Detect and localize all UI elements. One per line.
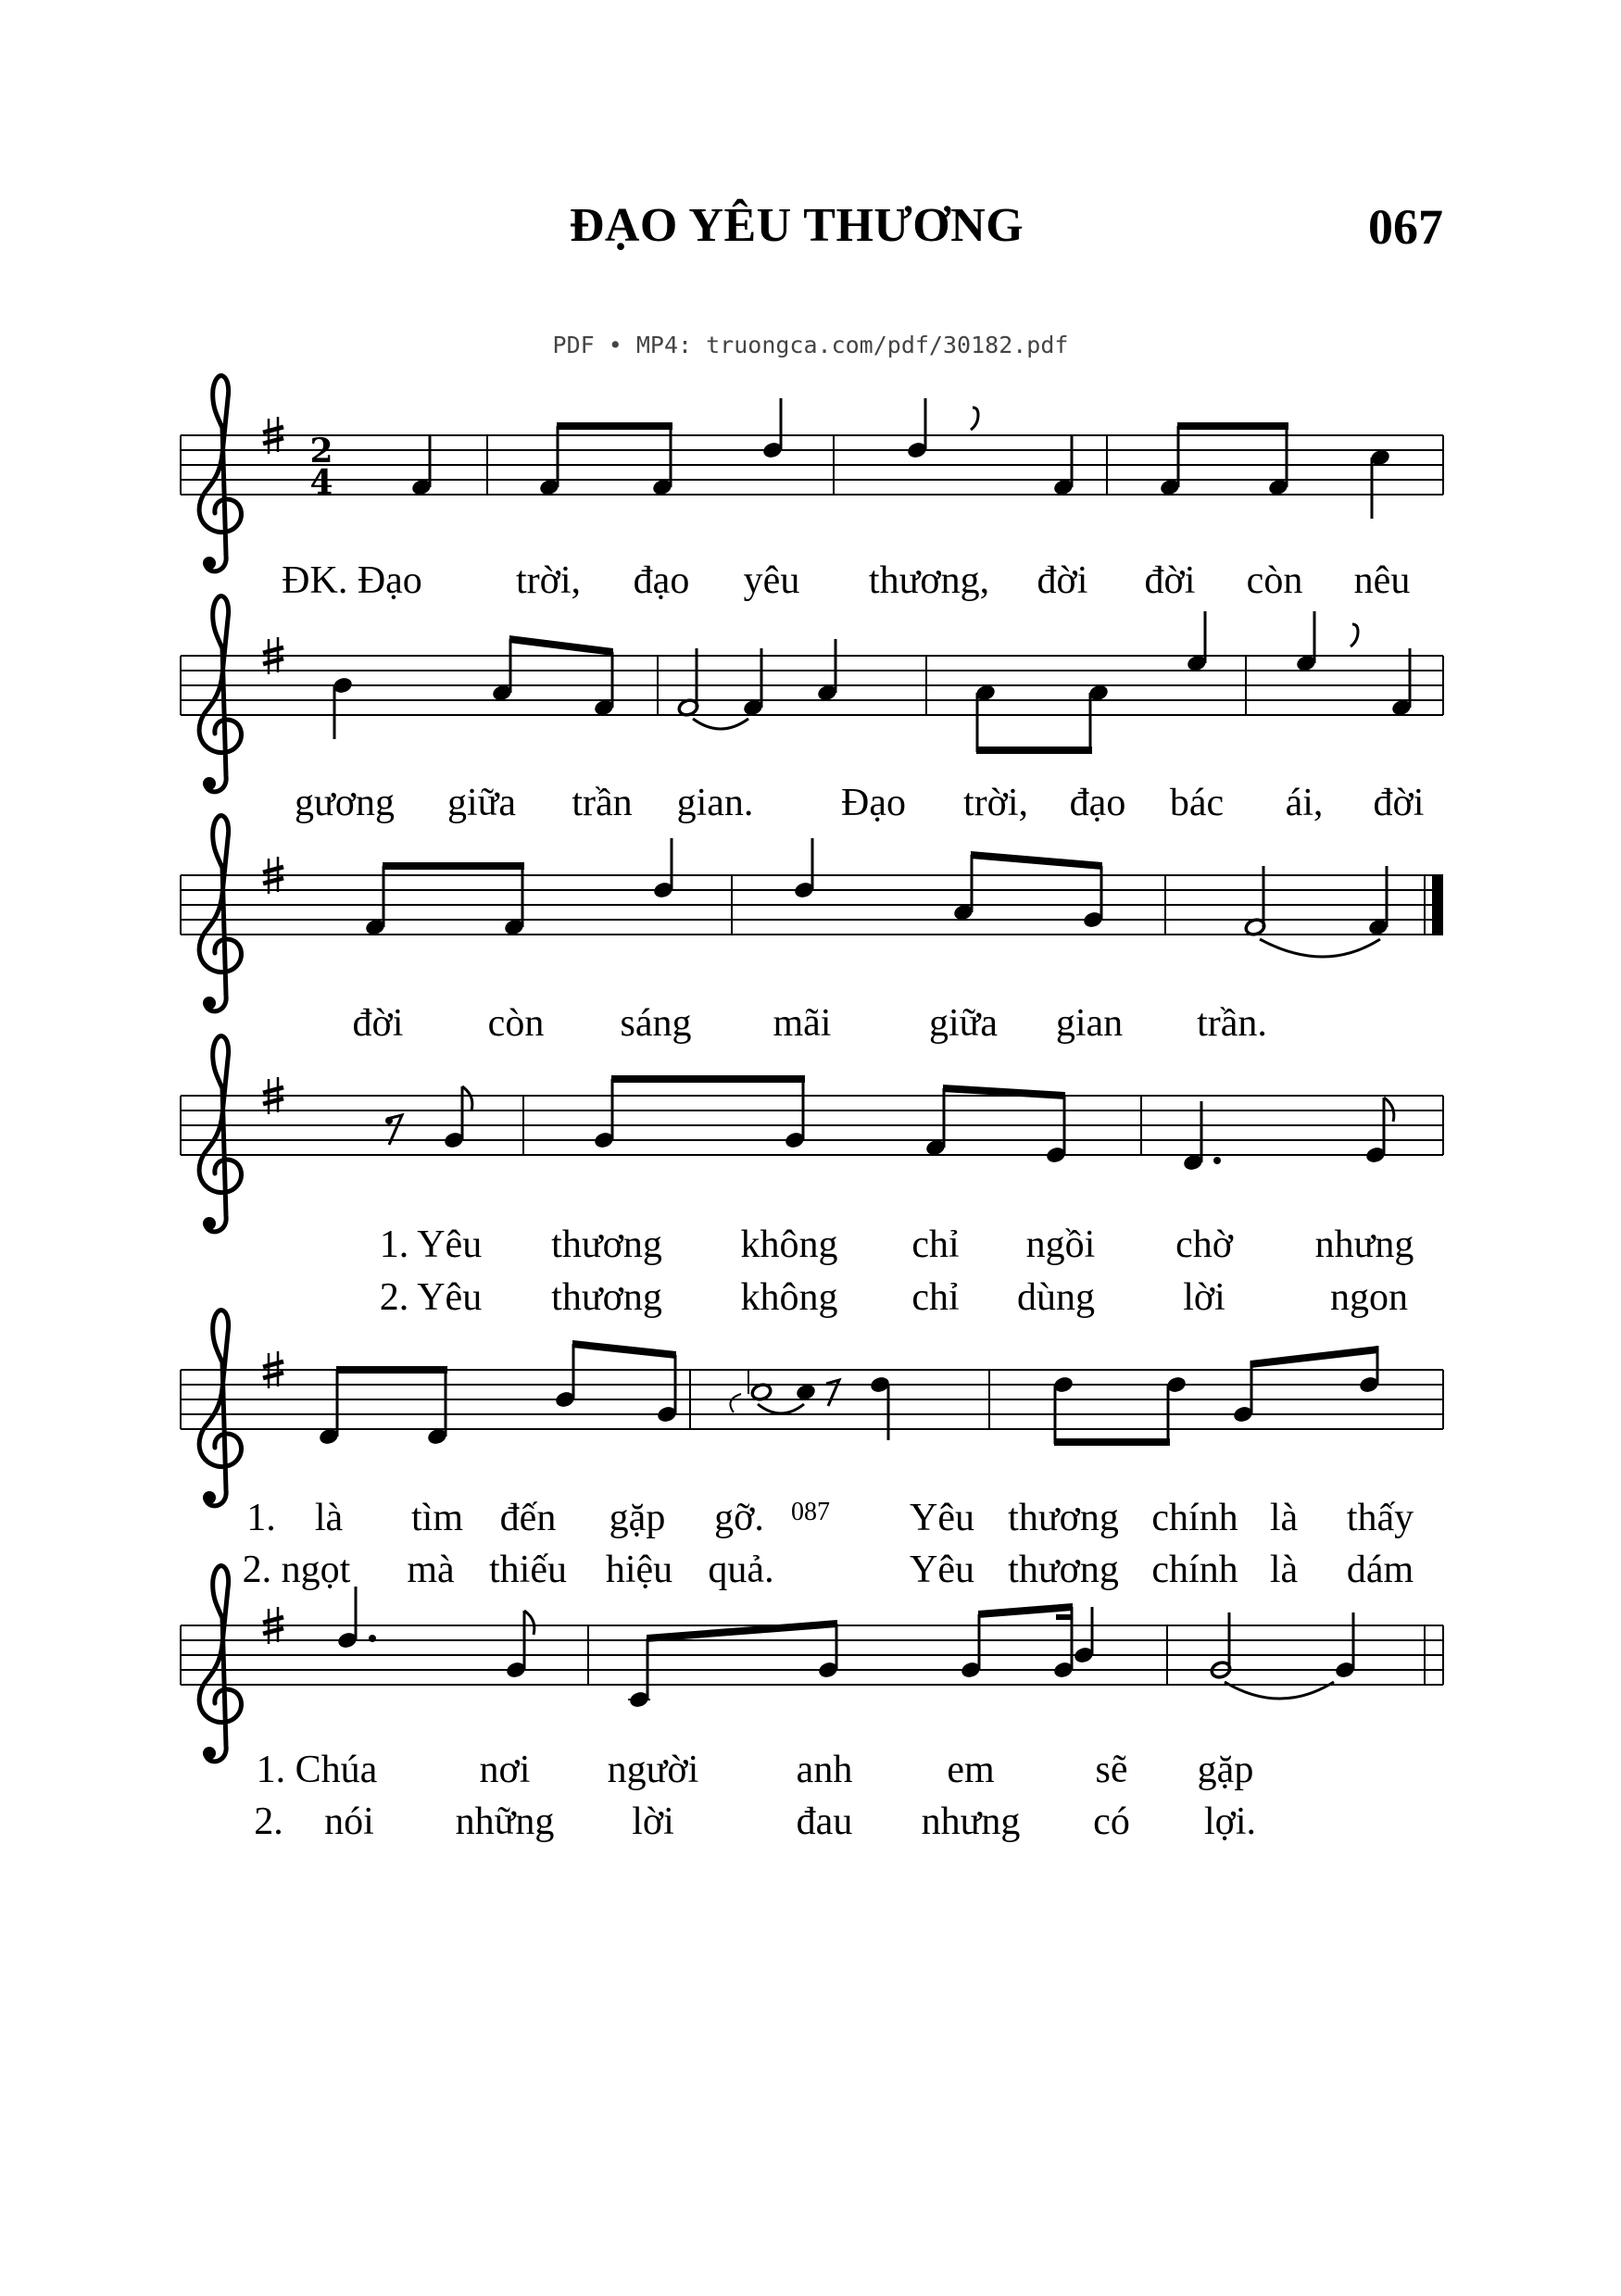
lyrics [243,559,1425,1843]
lyric-word: bác [1169,782,1225,824]
lyric-word: hiệu [605,1549,673,1591]
lyric-word: sáng [620,1002,692,1045]
lyric-word: còn [487,1002,545,1045]
source-link[interactable]: PDF • MP4: truongca.com/pdf/30182.pdf [552,332,1069,358]
svg-text:2: 2 [309,432,333,470]
lyric-line-6-verse-2 [254,1800,1256,1843]
lyric-word: chỉ [911,1276,960,1319]
lyric-word: không [740,1223,838,1266]
lyric-word: đau [796,1800,853,1843]
staff-system-2 [181,596,1443,792]
lyric-word: đến [499,1497,557,1539]
lyric-word: thiếu [489,1549,567,1591]
lyric-word: em [947,1749,995,1791]
lyric-word: mãi [773,1002,832,1045]
svg-text:4: 4 [309,463,333,502]
lyric-word: là [1269,1549,1299,1591]
lyric-word: lời [1183,1276,1225,1319]
lyric-line-6-verse-1 [257,1749,1254,1791]
lyric-word: đạo [1069,782,1126,824]
lyric-word: trời, [515,559,582,602]
lyric-word: nơi [479,1749,531,1791]
lyric-word: nêu [1353,559,1411,602]
lyric-word: chờ [1175,1223,1233,1266]
lyric-word: nói [324,1800,374,1843]
lyric-word: ngon [1330,1276,1408,1319]
lyric-word: chính [1151,1497,1238,1539]
lyric-word: gặp [1197,1749,1254,1791]
lyric-word: sẽ [1095,1749,1128,1791]
lyric-word: 1. [246,1497,276,1539]
lyric-word: đời [1037,559,1088,602]
lyric-word: thương [1008,1497,1119,1539]
lyric-word: nhưng [1314,1223,1414,1266]
lyric-line-2 [295,782,1424,824]
lyric-word: là [314,1497,344,1539]
lyric-word: tìm [410,1497,464,1539]
song-title: ĐẠO YÊU THƯƠNG [569,199,1024,252]
lyric-word: gian. [676,782,754,824]
lyric-word: đời [352,1002,404,1045]
lyric-line-5-verse-2 [243,1549,1414,1591]
lyric-word: nhưng [921,1800,1021,1843]
lyric-word: 2. ngọt [242,1549,351,1591]
lyric-word: lợi. [1203,1800,1257,1843]
lyric-word: gian [1055,1002,1124,1045]
staff-system-6 [181,1566,1443,1762]
lyric-word: trần. [1197,1002,1267,1045]
lyric-word: trần [572,782,633,824]
lyric-word: đạo [633,559,690,602]
lyric-word: là [1269,1497,1299,1539]
lyric-word: gỡ. [714,1497,764,1539]
lyric-line-4-verse-1 [380,1223,1414,1266]
lyric-word: đời [1373,782,1425,824]
page-number: 087 [791,1498,830,1526]
lyric-word: gặp [609,1497,666,1539]
lyric-word: lời [632,1800,674,1843]
lyric-word: ái, [1285,782,1324,824]
lyric-word: có [1093,1800,1130,1843]
lyric-word: dùng [1017,1276,1095,1319]
lyric-line-4-verse-2 [380,1276,1408,1319]
lyric-word: người [607,1749,699,1791]
lyric-word: thương [551,1223,662,1266]
lyric-word: không [740,1276,838,1319]
lyric-word: ĐK. Đạo [282,559,422,602]
lyric-word: Yêu [910,1497,974,1539]
lyric-word: ngồi [1025,1223,1096,1266]
lyric-word: thương [551,1276,662,1319]
lyric-word: còn [1246,559,1303,602]
lyric-word: giữa [446,782,517,824]
lyric-word: 1. Yêu [379,1223,483,1266]
staff-system-3 [181,816,1443,1011]
lyric-word: 2. [254,1800,283,1843]
lyric-word: gương [295,782,395,824]
lyric-word: quả. [708,1549,774,1591]
lyric-word: 2. Yêu [379,1276,483,1319]
lyric-word: mà [407,1549,455,1591]
song-number: 067 [1368,199,1443,255]
lyric-word: Đạo [841,782,906,824]
staff-system-1 [181,376,1443,571]
staff-system-5 [181,1311,1443,1506]
lyric-word: thấy [1346,1497,1414,1539]
lyric-word: thương [1008,1549,1119,1591]
lyric-word: 1. Chúa [256,1749,378,1791]
lyric-word: đời [1144,559,1196,602]
lyric-line-3 [353,1002,1267,1045]
lyric-word: yêu [743,559,800,602]
lyric-line-1 [282,559,1410,602]
lyric-word: Yêu [910,1549,974,1591]
lyric-word: những [455,1800,555,1843]
lyric-word: chỉ [911,1223,960,1266]
lyric-word: thương, [868,559,990,602]
lyric-word: chính [1151,1549,1238,1591]
lyric-word: dám [1346,1549,1414,1591]
staff-system-4 [181,1036,1443,1232]
lyric-word: giữa [928,1002,999,1045]
lyric-word: anh [796,1749,853,1791]
lyric-word: trời, [962,782,1029,824]
